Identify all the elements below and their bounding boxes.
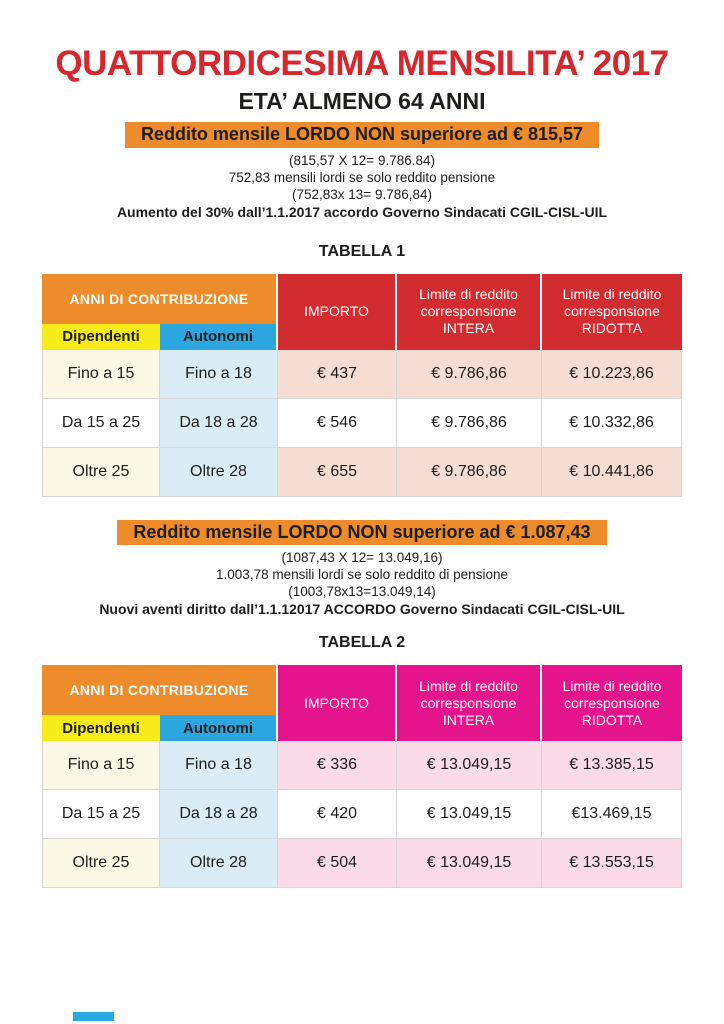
table-cell: Da 18 a 28 [160,790,278,839]
table1 [42,274,682,497]
section1-pension-line: 752,83 mensili lordi se solo reddito pensione [228,169,496,185]
table2-header-importo: IMPORTO [278,665,397,741]
table2-header-limite-ridotta: Limite di reddito corresponsione RIDOTTA [542,665,682,741]
table1-header-importo: IMPORTO [278,274,397,350]
table-cell: € 10.223,86 [542,350,682,399]
section1-banner-wrap [0,122,724,148]
table2-header-anni-di-contribuzione: ANNI DI CONTRIBUZIONE [42,665,278,715]
table-cell: € 9.786,86 [397,399,542,448]
section1-income-banner: Reddito mensile LORDO NON superiore ad € 815,57 [125,122,599,148]
section1-notes [0,152,724,221]
table2 [42,665,682,888]
table1-header-autonomi: Autonomi [160,324,278,350]
section2-banner-wrap [0,520,724,546]
section2-notes [0,549,724,618]
table-cell: Fino a 15 [42,350,160,399]
table-cell: € 546 [278,399,397,448]
table-cell: € 10.441,86 [542,448,682,497]
table2-header-limite-intera: Limite di reddito corresponsione INTERA [397,665,542,741]
table1-header-dipendenti: Dipendenti [42,324,160,350]
page-subtitle: ETA’ ALMENO 64 ANNI [238,88,486,114]
table1-title: TABELLA 1 [318,242,406,260]
section2-calc-line1: (1087,43 X 12= 13.049,16) [281,550,443,566]
section2-calc-line2: (1003,78x13=13.049,14) [288,584,436,600]
table-cell: € 13.049,15 [397,839,542,888]
table-cell: € 13.049,15 [397,790,542,839]
table2-header-autonomi: Autonomi [160,715,278,741]
section1-accord-line: Aumento del 30% dall’1.1.2017 accordo Governo Sindacati CGIL-CISL-UIL [116,203,608,220]
section2-pension-line: 1.003,78 mensili lordi se solo reddito di pensione [216,567,508,583]
table1-header-limite-ridotta: Limite di reddito corresponsione RIDOTTA [542,274,682,350]
table-cell: Oltre 28 [160,839,278,888]
table-cell: € 10.332,86 [542,399,682,448]
table-cell: €13.469,15 [542,790,682,839]
table-cell: Fino a 18 [160,741,278,790]
table1-header-anni-di-contribuzione: ANNI DI CONTRIBUZIONE [42,274,278,324]
table-cell: Fino a 15 [42,741,160,790]
table1-header-limite-intera: Limite di reddito corresponsione INTERA [397,274,542,350]
table-cell: Oltre 25 [42,839,160,888]
table-cell: Da 18 a 28 [160,399,278,448]
table2-header-dipendenti: Dipendenti [42,715,160,741]
table-cell: € 13.049,15 [397,741,542,790]
table-cell: € 420 [278,790,397,839]
table-cell: € 336 [278,741,397,790]
table-cell: € 504 [278,839,397,888]
table-cell: Da 15 a 25 [42,399,160,448]
section1-calc-line2: (752,83x 13= 9.786,84) [292,186,432,202]
table-cell: Oltre 28 [160,448,278,497]
table-cell: Fino a 18 [160,350,278,399]
table-cell: Oltre 25 [42,448,160,497]
table-cell: € 13.385,15 [542,741,682,790]
table-cell: € 655 [278,448,397,497]
table-cell: € 9.786,86 [397,350,542,399]
section2-accord-line: Nuovi aventi diritto dall’1.1.12017 ACCORDO Governo Sindacati CGIL-CISL-UIL [99,601,625,618]
section2-income-banner: Reddito mensile LORDO NON superiore ad € 1.087,43 [117,520,606,546]
bottom-left-blue-mark [73,1012,114,1021]
table-cell: Da 15 a 25 [42,790,160,839]
table-cell: € 9.786,86 [397,448,542,497]
page-title: QUATTORDICESIMA MENSILITA’ 2017 [55,44,669,83]
table2-title: TABELLA 2 [318,634,406,652]
section1-calc-line1: (815,57 X 12= 9.786.84) [289,152,435,168]
table-cell: € 437 [278,350,397,399]
table-cell: € 13.553,15 [542,839,682,888]
